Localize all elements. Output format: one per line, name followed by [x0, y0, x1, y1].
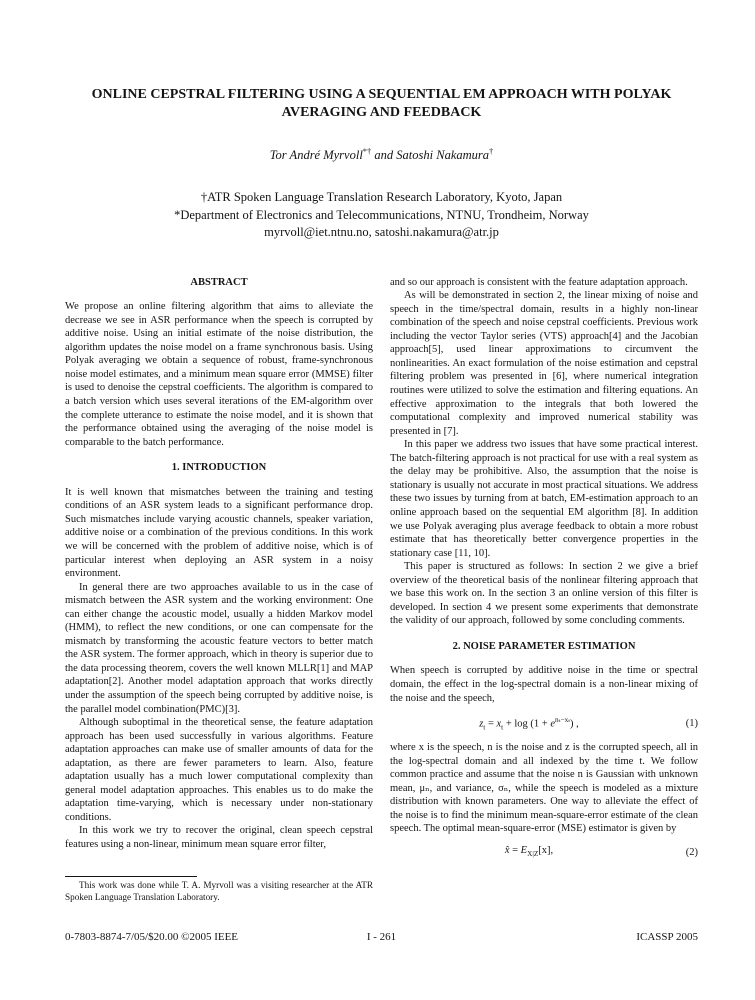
right-paragraph-2: In this paper we address two issues that have some practical interest. The batch-filtering approach is not practical for use with a real system as the delay may be prohibitive. Also, the assumption that the noise is stationary is usually not accurate in most practical situations. We address these two issues by turning from at batch, EM-estimation approach to an online approach based on the sequential EM algorithm [8]. In addition we use Polyak averaging plus average feedback to obtain a more robust estimate that has theoretically better convergence properties in the stationary case [11, 10].	[390, 439, 698, 559]
eq1-z-sub: t	[483, 722, 486, 732]
affiliations-block	[65, 189, 698, 242]
affiliation-line-2: *Department of Electronics and Telecommunications, NTNU, Trondheim, Norway	[174, 207, 589, 222]
intro-paragraph-2: In general there are two approaches available to us in the case of mismatch between the ASR system and the working environment: One can either change the acoustic model, usually a hidden Markov model (HMM), to reflect the new conditions, or one can compensate for the mismatch by transforming the acoustic feature vectors to better match the ASR system. The former approach, which in theory is superior due to the data processing theorem, covers the well known MLLR[1] and MAP adaptation[2]. Another model adaptation approach that works directly under the assumption of the speech being corrupted by additive noise, is the parallel model combination(PMC)[3].	[65, 581, 373, 715]
footnote-text: This work was done while T. A. Myrvoll was a visiting researcher at the ATR Spoken Language Translation Laboratory.	[65, 880, 373, 903]
authors-line	[65, 146, 698, 163]
eq1-equals: =	[485, 718, 497, 730]
eq2-equals: =	[509, 845, 521, 857]
eq1-exponent: nₜ−xₜ	[555, 715, 571, 725]
author-1: Tor André Myrvoll	[269, 148, 363, 163]
paper-title: ONLINE CEPSTRAL FILTERING USING A SEQUENTIAL EM APPROACH WITH POLYAK AVERAGING AND FEEDBACK	[91, 87, 672, 120]
email-line: myrvoll@iet.ntnu.no, satoshi.nakamura@atr.jp	[264, 225, 499, 240]
eq1-z: z	[479, 718, 484, 730]
eq2-expectation: E	[520, 845, 528, 857]
equation-1	[390, 713, 698, 734]
equation-2-body	[390, 844, 668, 861]
eq1-x: x	[496, 718, 502, 730]
section-heading-introduction: 1. INTRODUCTION	[171, 462, 267, 474]
equation-2	[390, 844, 698, 861]
intro-paragraph-3: Although suboptimal in the theoretical sense, the feature adaptation approach has been used successfully in various algorithms. Feature adaptation approaches can make use of smaller amounts of data for the adaptation, as there are fewer parameters to learn. Also, feature adaptation usually has a much lower computational complexity than general model adaptation approaches. This enables us to do make the adaptation time-varying, which is necessary under non-stationary conditions.	[65, 717, 373, 823]
author-2-superscript: †	[489, 146, 494, 156]
eq2-argument: [x],	[538, 845, 554, 857]
affiliation-line-1: †ATR Spoken Language Translation Research Laboratory, Kyoto, Japan	[200, 190, 563, 205]
right-column	[390, 276, 698, 910]
equation-1-number: (1)	[685, 717, 698, 729]
continuation-paragraph: and so our approach is consistent with the feature adaptation approach.	[390, 276, 688, 288]
equation-2-number: (2)	[685, 846, 698, 858]
eq1-x-sub: t	[501, 722, 504, 732]
right-paragraph-1: As will be demonstrated in section 2, the linear mixing of noise and speech in the time/spectral domain, results in a highly non-linear combination of the speech and noise cepstral coefficients. Previous work including the vector Taylor series (VTS) approach[4] and the Jacobian approach[5], used linear approximations to circumvent the nonlinearities. An exact formulation of the noise estimation and cepstral filtering problem was presented in [6], where numerical integration routines were utilized to solve the estimation and filtering equations. An effective approximation to the integrals that both lowered the computational complexity and improved numerical stability was presented in [7].	[390, 290, 698, 437]
eq1-e: e	[550, 718, 556, 730]
section2-paragraph-2: where x is the speech, n is the noise and z is the corrupted speech, all in the log-spectral domain and all indexed by the time t. We follow common practice and assume that the noise n is Gaussian with unknown mean, μₙ, and variance, σₙ, while the speech is modeled as a mixture distribution with known parameters. One way to alleviate the effect of the noise is to find the minimum mean-square-error estimate of the clean speech. The optimal mean-square-error (MSE) estimator is given by	[390, 742, 698, 835]
eq1-close: ) ,	[570, 718, 579, 730]
eq1-log-term: + log (1 +	[503, 718, 551, 730]
footnote-block	[65, 870, 373, 909]
footnote-rule	[65, 876, 197, 877]
eq2-x-hat: x̂	[504, 845, 510, 857]
right-paragraph-3: This paper is structured as follows: In section 2 we give a brief overview of the theoretical basis of the nonlinear filtering approach that we base this work on. In the section 3 an online version of this filter is developed. In section 4 we present some experiments that demonstrate the validity of our approach, followed by some concluding comments.	[390, 561, 698, 627]
author-2: and Satoshi Nakamura	[371, 148, 490, 163]
left-column	[65, 276, 373, 910]
page-footer	[65, 931, 698, 943]
intro-paragraph-4: In this work we try to recover the original, clean speech cepstral features using a non-linear, minimum mean square error filter,	[65, 825, 373, 850]
two-column-body	[65, 276, 698, 910]
eq2-subscript: X|Z	[527, 849, 539, 859]
abstract-heading: ABSTRACT	[190, 276, 248, 288]
footer-copyright: 0-7803-8874-7/05/$20.00 ©2005 IEEE	[65, 931, 239, 943]
section2-paragraph-1: When speech is corrupted by additive noise in the time or spectral domain, the effect in the log-spectral domain is a non-linear mixing of the noise and the speech,	[390, 665, 698, 704]
abstract-text: We propose an online filtering algorithm that aims to alleviate the decrease we see in ASR performance when the speech is corrupted by additive noise. Using an initial estimate of the noise distribution, the algorithm updates the noise model on a frame synchronous basis. Using Polyak averaging we obtain a sequence of robust, frame-synchronous noise model estimates, and a minimum mean square error (MMSE) filter is used to denoise the cepstral coefficients. The algorithm is compared to a batch version which uses several iterations of the EM-algorithm over the complete utterance to estimate the noise model, and it is shown that the performance obtained using the averaging of the noise model is comparable to the batch performance.	[65, 301, 373, 448]
footer-conference: ICASSP 2005	[636, 931, 698, 943]
intro-paragraph-1: It is well known that mismatches between the training and testing conditions of an ASR system leads to a significant performance drop. Such mismatches include varying acoustic channels, speaker variation, additive noise or a combination of the previous conditions. In this work we will be concerned with the problem of additive noise, which is of particular interest when deploying an ASR system in a noisy environment.	[65, 486, 373, 580]
section-heading-noise-parameter-estimation: 2. NOISE PARAMETER ESTIMATION	[452, 640, 636, 652]
author-1-superscript: *†	[362, 146, 372, 156]
equation-1-body	[390, 713, 668, 734]
footer-page-number: I - 261	[366, 931, 397, 943]
